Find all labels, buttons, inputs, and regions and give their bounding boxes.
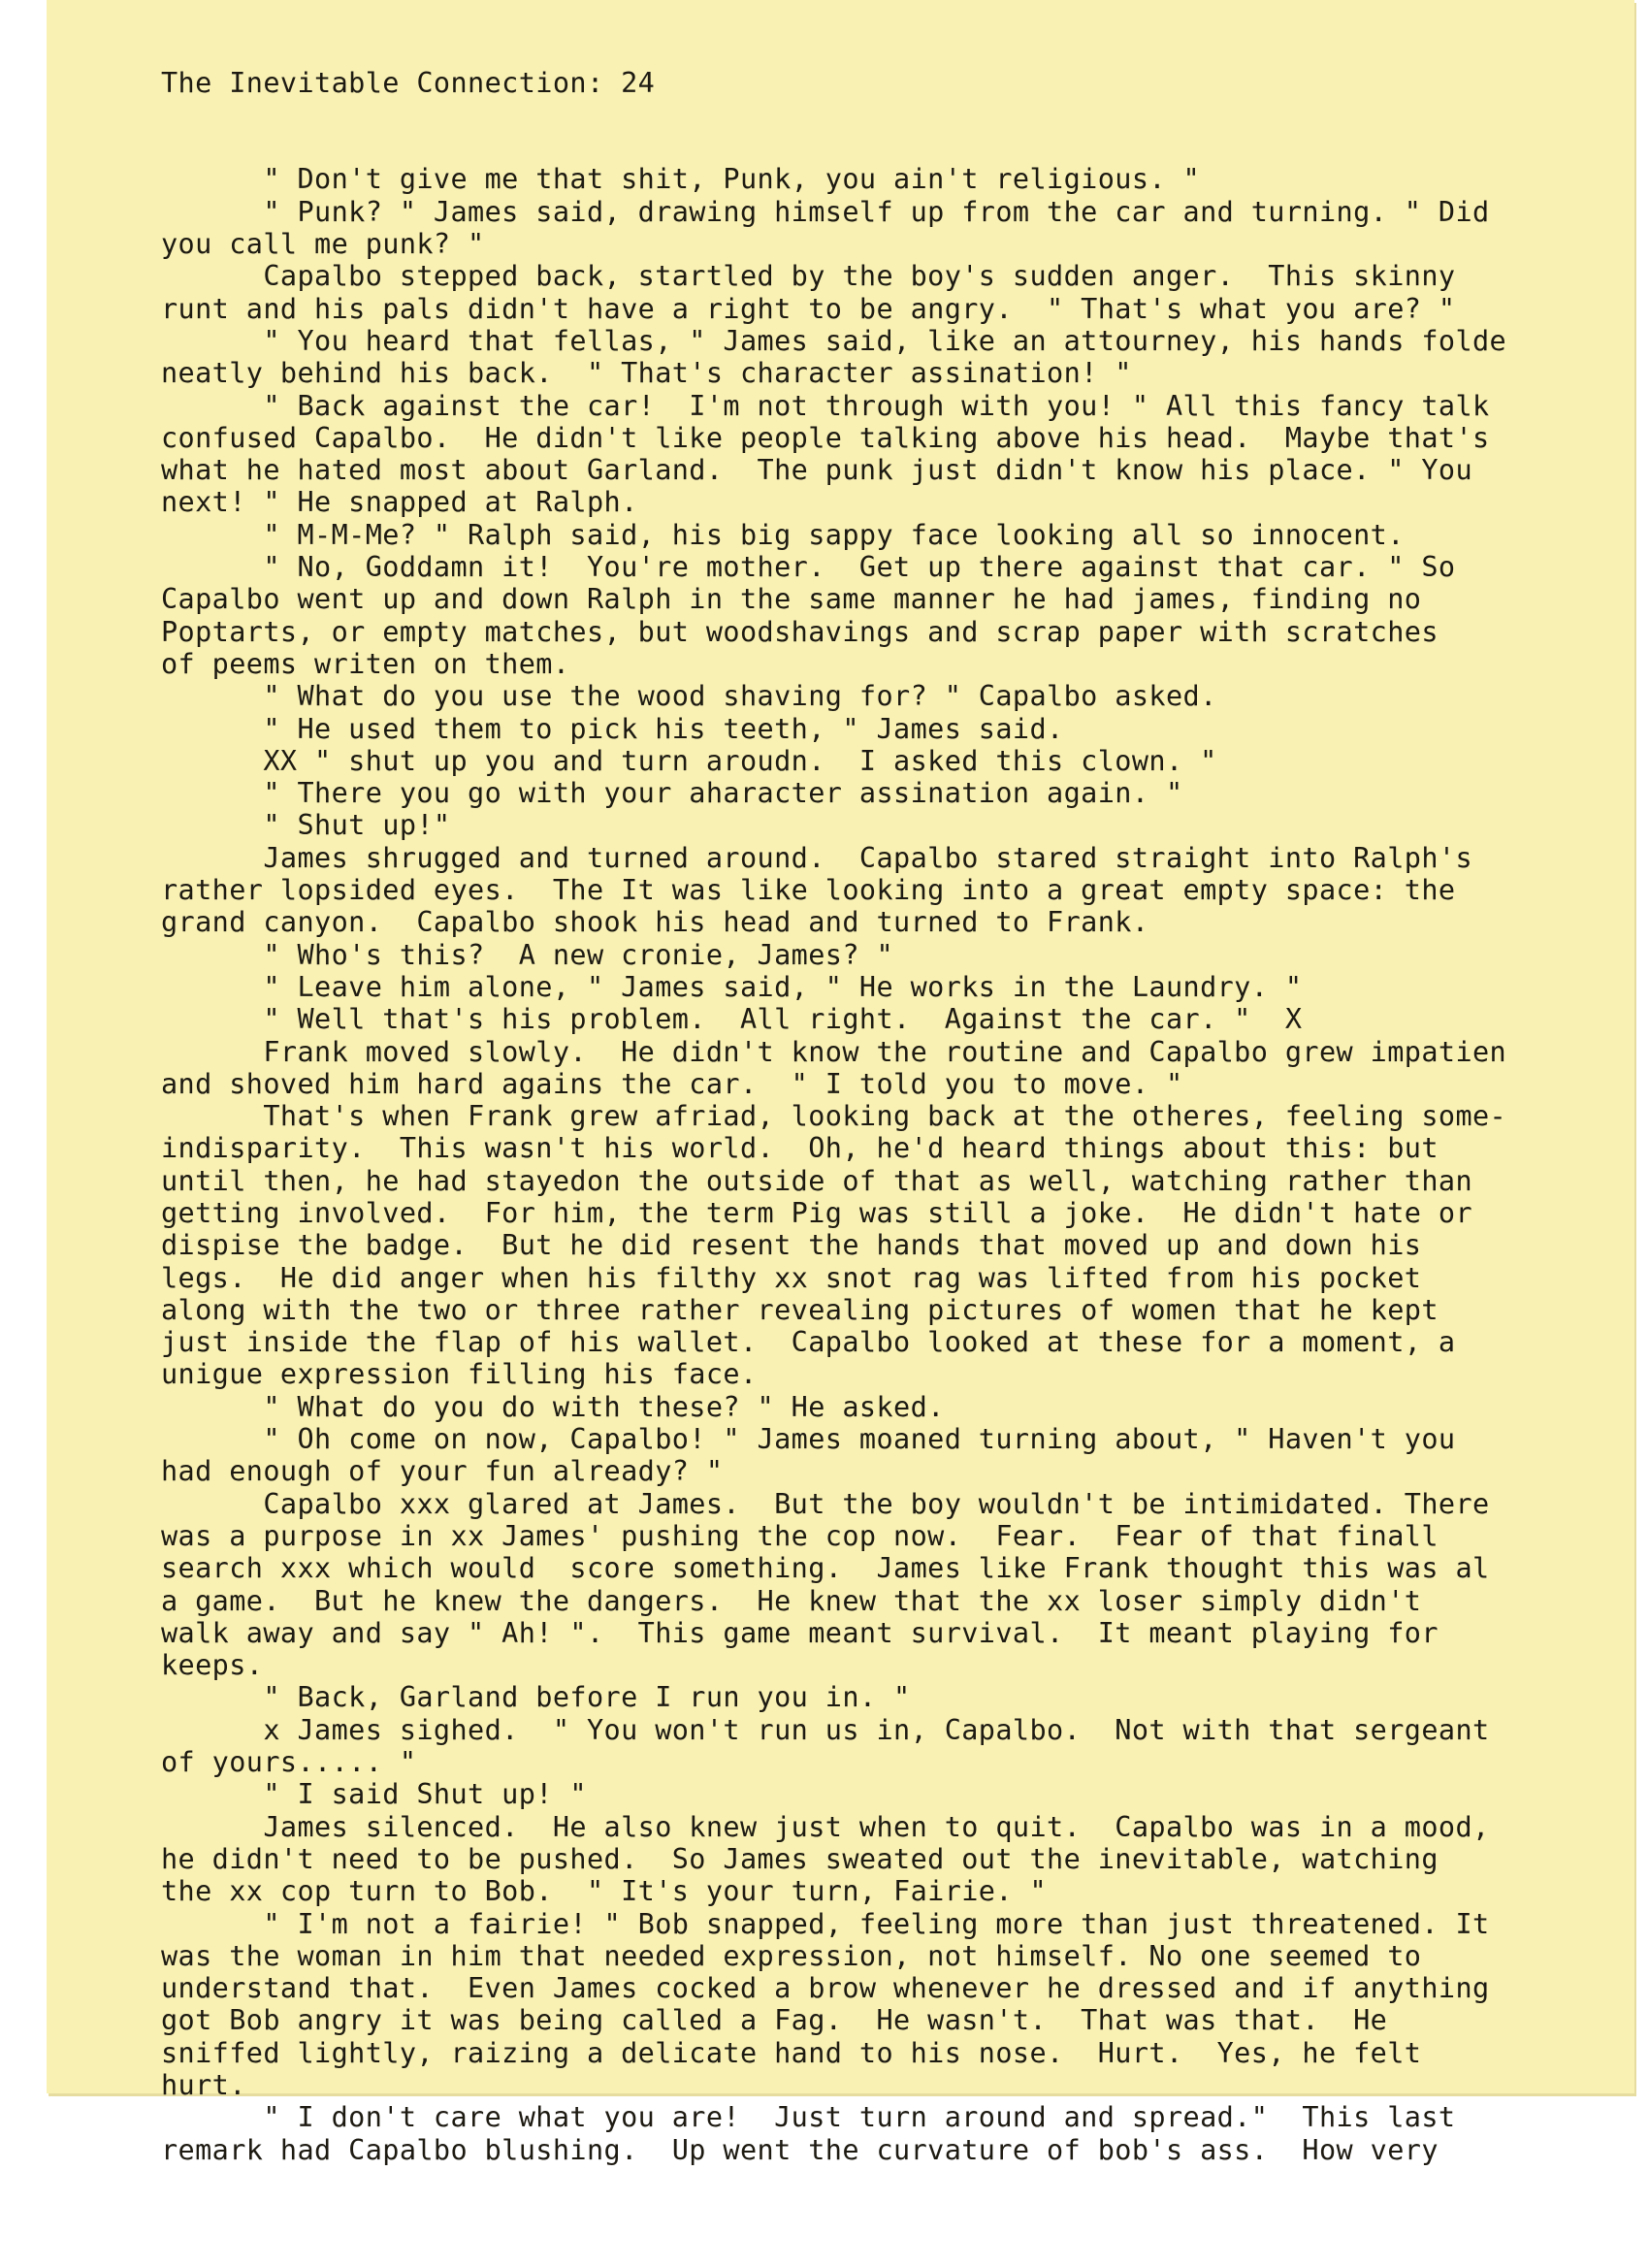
text-line: along with the two or three rather revealing pictures of women that he kept <box>161 1293 1439 1326</box>
text-line: legs. He did anger when his filthy xx snot rag was lifted from his pocket <box>161 1261 1422 1294</box>
text-line: a game. But he knew the dangers. He knew that the xx loser simply didn't <box>161 1584 1422 1617</box>
text-line: and shoved him hard agains the car. " I told you to move. " <box>161 1067 1183 1100</box>
text-line: until then, he had stayedon the outside of that as well, watching rather than <box>161 1164 1472 1197</box>
text-line: " What do you do with these? " He asked. <box>161 1390 945 1423</box>
text-line: " Oh come on now, Capalbo! " James moaned turning about, " Haven't you <box>161 1423 1456 1456</box>
text-line: " Well that's his problem. All right. Against the car. " X <box>161 1003 1303 1036</box>
text-line: sniffed lightly, raizing a delicate hand to his nose. Hurt. Yes, he felt <box>161 2036 1422 2069</box>
text-line: you call me punk? " <box>161 228 485 261</box>
text-line: search xxx which would score something. James like Frank thought this was al <box>161 1552 1490 1585</box>
text-line: had enough of your fun already? " <box>161 1455 724 1488</box>
text-line: " He used them to pick his teeth, " James said. <box>161 712 1064 745</box>
text-line: " Back, Garland before I run you in. " <box>161 1681 911 1714</box>
text-line: " Leave him alone, " James said, " He works in the Laundry. " <box>161 970 1303 1003</box>
text-line: Capalbo stepped back, startled by the boy's sudden anger. This skinny <box>161 260 1456 293</box>
text-line: " Who's this? A new cronie, James? " <box>161 938 894 971</box>
text-line: runt and his pals didn't have a right to be angry. " That's what you are? " <box>161 292 1456 325</box>
page-text <box>161 2 1649 2166</box>
text-line: " There you go with your aharacter assination again. " <box>161 777 1183 810</box>
text-line: got Bob angry it was being called a Fag. He wasn't. That was that. He <box>161 2004 1388 2037</box>
text-line: what he hated most about Garland. The punk just didn't know his place. " You <box>161 454 1472 487</box>
text-line: " I said Shut up! " <box>161 1778 587 1811</box>
text-line: x James sighed. " You won't run us in, Capalbo. Not with that sergeant <box>161 1713 1490 1746</box>
text-line: confused Capalbo. He didn't like people talking above his head. Maybe that's <box>161 421 1490 454</box>
text-line: unigue expression filling his face. <box>161 1358 758 1391</box>
text-line: walk away and say " Ah! ". This game meant survival. It meant playing for <box>161 1616 1439 1649</box>
text-line: Frank moved slowly. He didn't know the routine and Capalbo grew impatien <box>161 1035 1507 1068</box>
text-line: James shrugged and turned around. Capalbo stared straight into Ralph's <box>161 841 1472 874</box>
text-line: " You heard that fellas, " James said, like an attourney, his hands folde <box>161 324 1507 357</box>
text-line: hurt. <box>161 2069 246 2101</box>
text-line: he didn't need to be pushed. So James sweated out the inevitable, watching <box>161 1842 1439 1875</box>
text-line: next! " He snapped at Ralph. <box>161 486 638 519</box>
text-line: indisparity. This wasn't his world. Oh, he'd heard things about this: but <box>161 1132 1439 1165</box>
text-line: " M-M-Me? " Ralph said, his big sappy face looking all so innocent. <box>161 518 1405 551</box>
text-line: rather lopsided eyes. The It was like looking into a great empty space: the <box>161 874 1456 907</box>
page-header: The Inevitable Connection: 24 <box>161 66 656 99</box>
text-line: " I don't care what you are! Just turn around and spread." This last <box>161 2101 1456 2134</box>
text-line: That's when Frank grew afriad, looking back at the otheres, feeling some- <box>161 1100 1507 1133</box>
text-line: just inside the flap of his wallet. Capalbo looked at these for a moment, a <box>161 1326 1456 1359</box>
text-line: Capalbo went up and down Ralph in the same manner he had james, finding no <box>161 583 1422 616</box>
text-line: of yours..... " <box>161 1746 417 1779</box>
text-line: " No, Goddamn it! You're mother. Get up there against that car. " So <box>161 551 1456 584</box>
text-line: was the woman in him that needed expression, not himself. No one seemed to <box>161 1939 1422 1972</box>
text-line: understand that. Even James cocked a brow whenever he dressed and if anything <box>161 1972 1490 2005</box>
text-line: getting involved. For him, the term Pig was still a joke. He didn't hate or <box>161 1196 1472 1229</box>
text-line: " Shut up!" <box>161 809 451 842</box>
text-line: XX " shut up you and turn aroudn. I asked this clown. " <box>161 744 1217 777</box>
text-line: the xx cop turn to Bob. " It's your turn, Fairie. " <box>161 1875 1048 1908</box>
text-line: was a purpose in xx James' pushing the cop now. Fear. Fear of that finall <box>161 1519 1439 1552</box>
text-line: " Back against the car! I'm not through with you! " All this fancy talk <box>161 389 1490 422</box>
text-line: Capalbo xxx glared at James. But the boy wouldn't be intimidated. There <box>161 1487 1490 1520</box>
text-line: " What do you use the wood shaving for? " Capalbo asked. <box>161 680 1217 713</box>
text-line: grand canyon. Capalbo shook his head and turned to Frank. <box>161 906 1149 939</box>
text-line: " Don't give me that shit, Punk, you ain't religious. " <box>161 163 1201 196</box>
text-line: keeps. <box>161 1649 264 1682</box>
text-line: neatly behind his back. " That's character assination! " <box>161 357 1132 390</box>
text-line: " I'm not a fairie! " Bob snapped, feeling more than just threatened. It <box>161 1907 1490 1940</box>
typewritten-page <box>47 0 1634 2166</box>
text-line: " Punk? " James said, drawing himself up from the car and turning. " Did <box>161 195 1490 228</box>
text-line: remark had Capalbo blushing. Up went the curvature of bob's ass. How very <box>161 2133 1439 2166</box>
text-line: Poptarts, or empty matches, but woodshavings and scrap paper with scratches <box>161 615 1439 648</box>
text-line: dispise the badge. But he did resent the hands that moved up and down his <box>161 1229 1422 1262</box>
text-line: James silenced. He also knew just when to quit. Capalbo was in a mood, <box>161 1810 1490 1843</box>
text-line: of peems writen on them. <box>161 647 570 680</box>
